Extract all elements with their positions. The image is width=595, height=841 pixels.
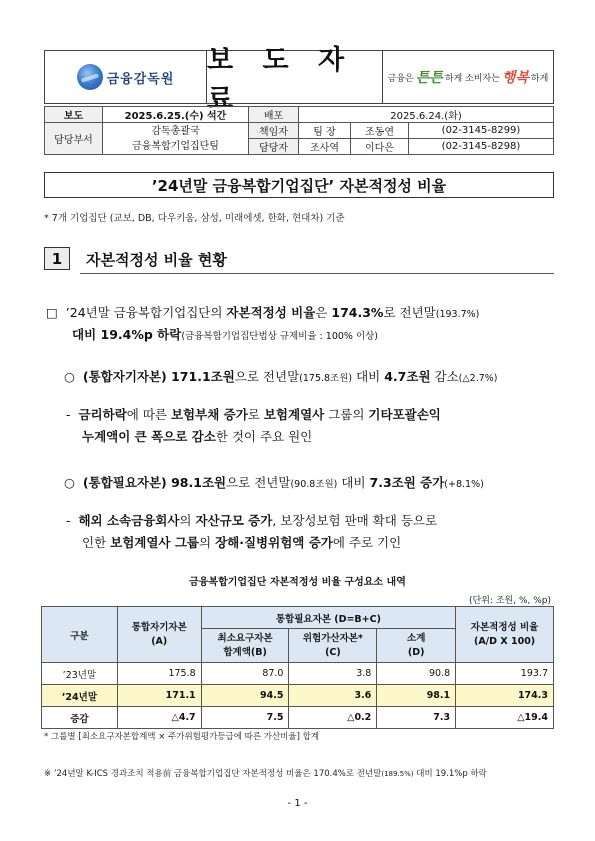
- paragraph-5: [66, 510, 437, 532]
- resp-row: [45, 123, 554, 139]
- header-gubun: 구분: [42, 607, 118, 663]
- p1-bold1: 자본적정성 비율: [226, 305, 316, 320]
- slogan-part3: 하게: [530, 73, 549, 84]
- dept-name: [103, 123, 249, 155]
- header-min-capital-l2: 합계액(B): [223, 646, 267, 658]
- p5-bold1: 해외 소속금융회사: [78, 513, 180, 528]
- p5-text2: , 보장성보험 판매 확대 등으로: [272, 513, 438, 528]
- header-min-capital-l1: 최소요구자본: [217, 632, 273, 644]
- square-bullet: □: [46, 305, 58, 320]
- staff-name: 이다은: [351, 139, 409, 155]
- p2-small1: (175.8조원): [299, 373, 353, 384]
- slogan: [383, 51, 553, 103]
- dept-name2: 금융복합기업집단팀: [132, 140, 219, 152]
- kics-note-text2: 대비 19.1%p 하락: [413, 769, 487, 779]
- fss-logo: [45, 51, 207, 103]
- p4-bold2: 7.3조원 증가: [369, 475, 445, 490]
- top-note: * 7개 기업집단 (교보, DB, 다우키움, 삼성, 미래에셋, 한화, 현대차) 기준: [44, 213, 345, 224]
- p2-text1: 으로 전년말: [234, 369, 300, 384]
- p3-bold4: 기타포괄손익: [368, 407, 441, 422]
- table-header-row-1: [42, 607, 554, 629]
- header-subtotal-l2: (D): [407, 646, 425, 658]
- dash-bullet: -: [66, 513, 71, 528]
- p1-text3: 로 전년말: [383, 305, 436, 320]
- p4-small2: (+8.1%): [444, 479, 484, 490]
- cell-min-capital: 7.5: [201, 707, 289, 729]
- kics-note-small: (189.5%): [381, 770, 414, 778]
- row-label: ’24년말: [42, 685, 118, 707]
- header-ratio-l1: 자본적정성 비율: [470, 621, 539, 633]
- cell-ratio: 193.7: [456, 663, 554, 685]
- cell-risk-capital: △0.2: [289, 707, 377, 729]
- cell-subtotal: 98.1: [377, 685, 456, 707]
- dash-bullet: -: [66, 407, 71, 422]
- distribute-label: 배포: [249, 107, 299, 123]
- cell-ratio: 174.3: [456, 685, 554, 707]
- paragraph-1-cont: [72, 324, 378, 348]
- section-divider: [80, 273, 554, 274]
- staff-title: 조사역: [299, 139, 351, 155]
- dept-name1: 감독총괄국: [151, 125, 200, 137]
- header-risk-capital-l1: 위험가산자본*: [302, 632, 363, 644]
- p1-text1: ’24년말 금융복합기업집단의: [65, 305, 227, 320]
- cell-own-capital: 171.1: [117, 685, 201, 707]
- press-release-title-cell: [207, 45, 383, 115]
- section-title: 자본적정성 비율 현황: [86, 251, 227, 269]
- p1-bold2: 174.3%: [331, 305, 384, 320]
- circle-bullet: ○: [64, 369, 75, 384]
- header-risk-capital: [289, 629, 377, 663]
- p4-text1: 으로 전년말: [226, 475, 291, 490]
- slogan-em2: 행복: [501, 70, 529, 86]
- p3-text1: 에 따른: [126, 407, 171, 422]
- resp-name: 조동연: [351, 123, 409, 139]
- doc-title: ’24년말 금융복합기업집단’ 자본적정성 비율: [151, 176, 447, 195]
- p4-bold1: (통합필요자본) 98.1조원: [82, 475, 227, 490]
- circle-bullet: ○: [64, 475, 75, 490]
- dept-label: 담당부서: [45, 123, 103, 155]
- row-label: ’23년말: [42, 663, 118, 685]
- resp-title: 팀 장: [299, 123, 351, 139]
- header-ratio: [456, 607, 554, 663]
- kics-note: [44, 767, 487, 779]
- p5b-bold2: 장해·질병위험액 증가: [215, 535, 333, 550]
- p5b-bold1: 보험계열사 그룹: [110, 535, 200, 550]
- p3-bold3: 보험계열사: [263, 407, 325, 422]
- staff-label: 담당자: [249, 139, 299, 155]
- p5-bold2: 자산규모 증가: [195, 513, 273, 528]
- table-row-change: [42, 707, 554, 729]
- p1-text2: 은: [315, 305, 332, 320]
- p3-bold1: 금리하락: [78, 407, 127, 422]
- cell-ratio: △19.4: [456, 707, 554, 729]
- p1-small1: (193.7%): [435, 309, 480, 320]
- cell-own-capital: △4.7: [117, 707, 201, 729]
- p3-text3: 그룹의: [324, 407, 369, 422]
- cell-subtotal: 90.8: [377, 663, 456, 685]
- p5b-text2: 의: [199, 535, 216, 550]
- header-subtotal: [377, 629, 456, 663]
- distribute-date: 2025.6.24.(화): [299, 107, 554, 123]
- header-own-capital-l1: 통합자기자본: [131, 621, 187, 633]
- cell-own-capital: 175.8: [117, 663, 201, 685]
- globe-logo-icon: [77, 64, 103, 90]
- p5b-text1: 인한: [82, 535, 111, 550]
- logo-text: 금융감독원: [106, 71, 175, 87]
- slogan-part2: 하게 소비자는: [444, 73, 500, 84]
- header-risk-capital-l2: (C): [325, 646, 341, 658]
- header-subtotal-l1: 소계: [407, 632, 426, 644]
- staff-phone: (02-3145-8298): [409, 139, 554, 155]
- p1b-bold1: 대비 19.4%p 하락: [72, 327, 182, 342]
- p5-text1: 의: [179, 513, 196, 528]
- p4-small1: (90.8조원): [290, 479, 338, 490]
- paragraph-4: [64, 472, 484, 496]
- table-row-highlight: [42, 685, 554, 707]
- p3b-text1: 한 것이 주요 원인: [215, 429, 313, 444]
- slogan-part1: 금융은: [387, 73, 414, 84]
- resp-label: 책임자: [249, 123, 299, 139]
- capital-adequacy-table: [41, 606, 554, 729]
- paragraph-1: [46, 302, 479, 326]
- row-label: 증감: [42, 707, 118, 729]
- p3-text2: 로: [247, 407, 264, 422]
- cell-risk-capital: 3.8: [289, 663, 377, 685]
- p2-bold1: (통합자기자본) 171.1조원: [82, 369, 235, 384]
- p3b-bold1: 누계액이 큰 폭으로 감소: [82, 429, 216, 444]
- release-row: [45, 107, 554, 123]
- p2-bold2: 4.7조원: [384, 369, 431, 384]
- resp-phone: (02-3145-8299): [409, 123, 554, 139]
- paragraph-5-cont: [82, 532, 401, 554]
- p1b-small1: (금융복합기업집단법상 규제비율 : 100% 이상): [181, 331, 379, 342]
- paragraph-3: [66, 404, 441, 426]
- slogan-em1: 튼튼: [415, 70, 443, 86]
- press-release-title: 보 도 자 료: [207, 45, 355, 115]
- p2-text2: 대비: [352, 369, 385, 384]
- cell-min-capital: 87.0: [201, 663, 289, 685]
- cell-subtotal: 7.3: [377, 707, 456, 729]
- paragraph-3-cont: [82, 426, 312, 448]
- release-date: 2025.6.25.(수) 석간: [103, 107, 249, 123]
- table-unit: (단위: 조원, %, %p): [469, 596, 551, 606]
- release-label: 보도: [45, 107, 103, 123]
- release-info-table: [44, 106, 554, 155]
- page-number: - 1 -: [287, 798, 308, 809]
- header-own-capital-l2: (A): [151, 635, 168, 647]
- header-min-capital: [201, 629, 289, 663]
- table-row: [42, 663, 554, 685]
- kics-note-text1: ※ ’24년말 K-ICS 경과조치 적용前 금융복합기업집단 자본적정성 비율은 170.4%로 전년말: [44, 769, 382, 779]
- p2-text3: 감소: [430, 369, 459, 384]
- table-footnote: * 그룹별 [최소요구자본합계액 × 주가위험평가등급에 따른 가산비율] 합계: [44, 732, 320, 742]
- cell-min-capital: 94.5: [201, 685, 289, 707]
- table-title: 금융복합기업집단 자본적정성 비율 구성요소 내역: [189, 577, 406, 588]
- paragraph-2: [64, 366, 498, 390]
- p3-bold2: 보험부채 증가: [170, 407, 248, 422]
- press-header: [44, 45, 554, 115]
- doc-title-box: [44, 172, 554, 198]
- section-number: 1: [44, 247, 70, 270]
- p5b-text3: 에 주로 기인: [332, 535, 402, 550]
- p2-small2: (△2.7%): [458, 373, 498, 384]
- p4-text2: 대비: [337, 475, 370, 490]
- header-own-capital: [117, 607, 201, 663]
- cell-risk-capital: 3.6: [289, 685, 377, 707]
- header-required-capital: 통합필요자본 (D=B+C): [201, 607, 455, 629]
- header-ratio-l2: (A/D X 100): [473, 635, 536, 647]
